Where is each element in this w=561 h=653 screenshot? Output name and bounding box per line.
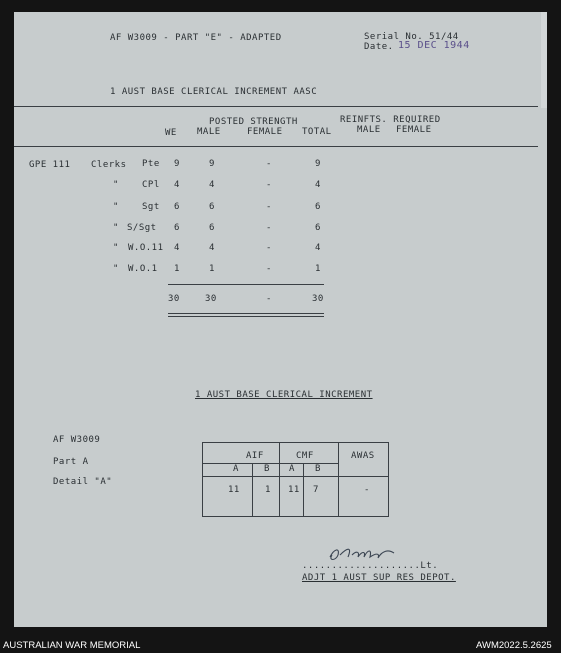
col-reinf-female: FEMALE [396, 125, 432, 135]
row-rank: Sgt [142, 202, 160, 212]
row-female: - [266, 159, 272, 169]
grid-v5 [388, 442, 389, 517]
row-rank: W.O.1 [128, 264, 158, 274]
unit-title: 1 AUST BASE CLERICAL INCREMENT AASC [110, 87, 318, 97]
part-a-label-detail: Detail "A" [53, 477, 113, 487]
row-we: 1 [174, 264, 180, 274]
col-female: FEMALE [247, 127, 283, 137]
total-female: - [266, 294, 272, 304]
form-title: AF W3009 - PART "E" - ADAPTED [110, 33, 282, 43]
row-ditto: " [113, 264, 119, 274]
grid-val-cmf-a: 11 [288, 485, 300, 495]
group-code: GPE 111 [29, 160, 71, 170]
grid-sub-cmf-a: A [289, 464, 295, 474]
date-label: Date. [364, 42, 394, 52]
row-rank: S/Sgt [127, 223, 157, 233]
signature-title: ADJT 1 AUST SUP RES DEPOT. [302, 573, 456, 583]
row-male: 9 [209, 159, 215, 169]
grid-col-cmf: CMF [296, 451, 314, 461]
col-male: MALE [197, 127, 221, 137]
part-a-label-part: Part A [53, 457, 89, 467]
row-male: 4 [209, 180, 215, 190]
part-a-label-form: AF W3009 [53, 435, 101, 445]
grid-val-cmf-b: 7 [313, 485, 319, 495]
grid-sub-aif-a: A [233, 464, 239, 474]
row-we: 6 [174, 202, 180, 212]
row-total: 4 [315, 180, 321, 190]
grid-val-aif-a: 11 [228, 485, 240, 495]
grid-col-aif: AIF [246, 451, 264, 461]
row-we: 4 [174, 180, 180, 190]
row-rank: Pte [142, 159, 160, 169]
row-ditto: " [113, 243, 119, 253]
row-male: 6 [209, 223, 215, 233]
total-we: 30 [168, 294, 180, 304]
row-total: 1 [315, 264, 321, 274]
total-male: 30 [205, 294, 217, 304]
row-we: 9 [174, 159, 180, 169]
row-ditto: " [113, 180, 119, 190]
footer-institution: AUSTRALIAN WAR MEMORIAL [3, 640, 141, 651]
serial-number: Serial No. 51/44 [364, 32, 459, 42]
grid-v4 [338, 442, 339, 517]
totals-rule-top [168, 284, 324, 285]
row-we: 4 [174, 243, 180, 253]
grid-sub-cmf-b: B [315, 464, 321, 474]
grid-header-bottom [202, 476, 388, 477]
grid-sub-aif-b: B [264, 464, 270, 474]
row-male: 1 [209, 264, 215, 274]
row-ditto: " [113, 202, 119, 212]
row-male: 6 [209, 202, 215, 212]
footer-accession: AWM2022.5.2625 [476, 640, 552, 651]
row-female: - [266, 243, 272, 253]
row-female: - [266, 264, 272, 274]
grid-v0 [202, 442, 203, 517]
grid-top [202, 442, 388, 443]
grid-val-aif-b: 1 [265, 485, 271, 495]
row-rank: CPl [142, 180, 160, 190]
part-a-title: 1 AUST BASE CLERICAL INCREMENT [195, 390, 373, 400]
trade-label: Clerks [91, 160, 127, 170]
total-total: 30 [312, 294, 324, 304]
row-male: 4 [209, 243, 215, 253]
row-total: 6 [315, 223, 321, 233]
rule-header-bottom [14, 146, 538, 147]
signature-dots: ....................Lt. [302, 561, 439, 571]
date-stamp: 15 DEC 1944 [398, 40, 470, 51]
totals-double-rule-1 [168, 313, 324, 314]
col-we: WE [165, 128, 177, 138]
row-total: 6 [315, 202, 321, 212]
grid-col-awas: AWAS [351, 451, 375, 461]
document-sheet [14, 12, 547, 627]
row-female: - [266, 180, 272, 190]
row-rank: W.O.11 [128, 243, 164, 253]
col-reinf-male: MALE [357, 125, 381, 135]
row-total: 9 [315, 159, 321, 169]
row-we: 6 [174, 223, 180, 233]
grid-bottom [202, 516, 388, 517]
row-total: 4 [315, 243, 321, 253]
totals-double-rule-2 [168, 316, 324, 317]
row-female: - [266, 202, 272, 212]
header-reinforcements: REINFTS. REQUIRED [340, 115, 441, 125]
grid-v3 [303, 463, 304, 517]
grid-val-awas: - [364, 485, 370, 495]
grid-v2 [279, 442, 280, 517]
grid-v1 [252, 463, 253, 517]
rule-top [14, 106, 538, 107]
row-female: - [266, 223, 272, 233]
paper-edge [541, 12, 547, 108]
header-posted-strength: POSTED STRENGTH [209, 117, 298, 127]
col-total: TOTAL [302, 127, 332, 137]
row-ditto: " [113, 223, 119, 233]
